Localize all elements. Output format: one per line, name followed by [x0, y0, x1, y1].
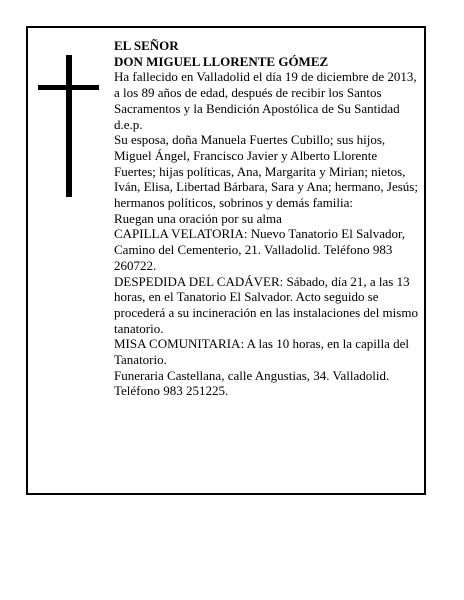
death-announcement: Ha fallecido en Valladolid el día 19 de diciembre de 2013, a los 89 años de edad, después de recibir los Santos Sacramentos y la Bendición Apostólica de Su Santidad	[114, 69, 417, 116]
dep-text: d.e.p.	[114, 116, 143, 132]
funeral-home-info: Funeraria Castellana, calle Angustias, 34. Valladolid. Teléfono 983 251225.	[114, 367, 390, 399]
chapel-info: CAPILLA VELATORIA: Nuevo Tanatorio El Salvador, Camino del Cementerio, 21. Valladolid. Teléfono 983 260722.	[114, 226, 406, 273]
family-text: Su esposa, doña Manuela Fuertes Cubillo; sus hijos, Miguel Ángel, Francisco Javier y Alberto Llorente Fuertes; hijas políticas, Ana, Margarita y Mirian; nietos, Iván, Elisa, Libertad Bárbara, Sara y Ana; hermano, Jesús; hermanos políticos, sobrinos y demás familia:	[114, 132, 418, 211]
title-line-1: EL SEÑOR	[114, 38, 179, 53]
cross-icon-bar	[38, 85, 99, 90]
cross-icon	[66, 55, 72, 197]
obituary-notice	[26, 26, 426, 495]
obituary-text	[114, 38, 422, 399]
mass-info: MISA COMUNITARIA: A las 10 horas, en la capilla del Tanatorio.	[114, 336, 410, 368]
farewell-info: DESPEDIDA DEL CADÁVER: Sábado, día 21, a las 13 horas, en el Tanatorio El Salvador. Acto seguido se procederá a su incineración en las instalaciones del mismo tanatorio.	[114, 273, 418, 336]
deceased-name: DON MIGUEL LLORENTE GÓMEZ	[114, 53, 329, 69]
prayer-request: Ruegan una oración por su alma	[114, 210, 282, 226]
